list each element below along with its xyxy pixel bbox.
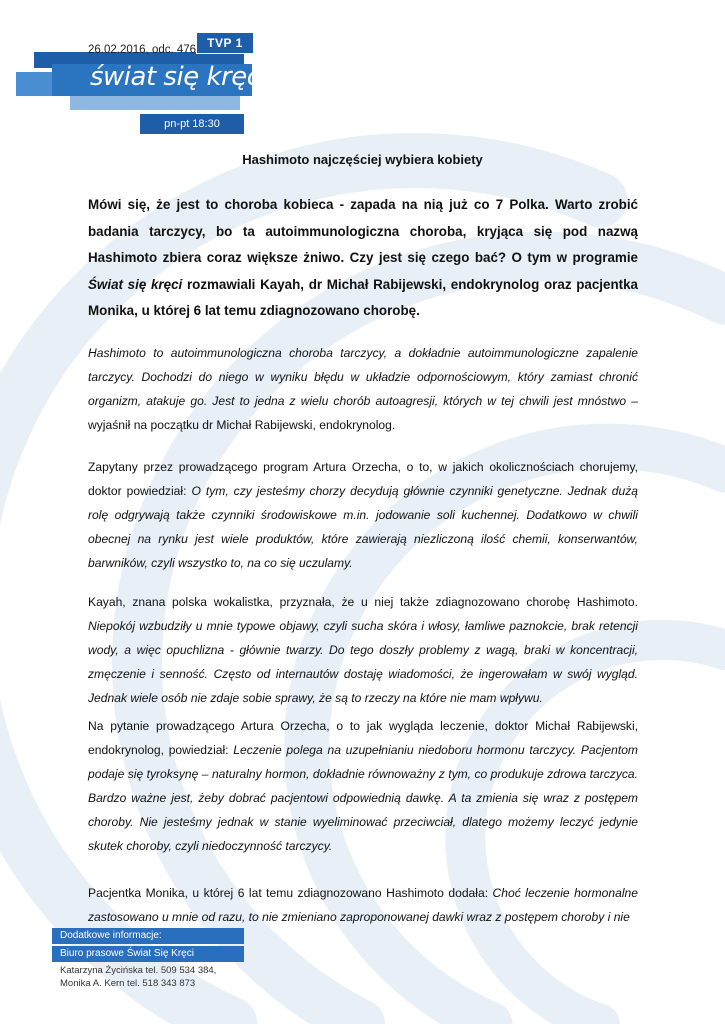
paragraph-text: Zapytany przez prowadzącego program Artura Orzecha, o to, w jakich okolicznościach chorujemy, doktor powiedział: bbox=[88, 460, 638, 498]
program-name: Świat się kręci bbox=[88, 276, 183, 292]
contact-line: Katarzyna Życińska tel. 509 534 384, bbox=[60, 965, 217, 976]
paragraph-text: Na pytanie prowadzącego Artura Orzecha, o to jak wygląda leczenie, doktor Michał Rabijewski, endokrynolog, powiedział: bbox=[88, 719, 638, 757]
paragraph-text: – wyjaśnił na początku dr Michał Rabijewski, endokrynolog. bbox=[88, 394, 638, 432]
quote-text: Niepokój wzbudziły u mnie typowe objawy, czyli sucha skóra i włosy, łamliwe paznokcie, brak retencji wody, a więc opuchlizna - głównie twarzy. Do tego doszły problemy z wagą, braki w koncentracji, zmęczenie i senność. Często od internautów dostaję wiadomości, że ingerowałam w swój wygląd. Jednak wiele osób nie zdaje sobie sprawy, że są to rzeczy na które nie mam wpływu. bbox=[88, 619, 638, 705]
quote-text: O tym, czy jesteśmy chorzy decydują głównie czynniki genetyczne. Jednak dużą rolę odgrywają także czynniki środowiskowe m.in. jodowanie soli kuchennej. Dodatkowo w chwili obecnej na rynku jest wiele produktów, które zawierają niezliczoną ilość chemii, konserwantów, barwników, czyli wszystko to, na co się uczulamy. bbox=[88, 484, 638, 570]
show-logo: świat się kręci bbox=[90, 62, 268, 92]
paragraph-1 bbox=[88, 341, 638, 437]
paragraph-text: Pacjentka Monika, u której 6 lat temu zdiagnozowano Hashimoto dodała: bbox=[88, 886, 493, 900]
lead-text-1: Mówi się, że jest to choroba kobieca - zapada na nią już co 7 Polka. Warto zrobić badania tarczycy, bo ta autoimmunologiczna choroba, kryjąca się pod nazwą Hashimoto zbiera coraz większe żniwo. Czy jest się czego bać? O tym w programie bbox=[88, 197, 638, 265]
lead-paragraph bbox=[88, 192, 638, 325]
tvp1-logo: TVP 1 bbox=[196, 32, 254, 54]
contact-line: Monika A. Kern tel. 518 343 873 bbox=[60, 978, 196, 989]
paragraph-4 bbox=[88, 714, 638, 858]
quote-text: Choć leczenie hormonalne zastosowano u mnie od razu, to nie zmieniano zaproponowanej dawki wraz z postępem choroby i nie bbox=[88, 886, 638, 924]
article-title: Hashimoto najczęściej wybiera kobiety bbox=[242, 152, 483, 167]
paragraph-5 bbox=[88, 881, 638, 929]
episode-date: 26.02.2016, odc. 476 bbox=[88, 44, 197, 56]
paragraph-2 bbox=[88, 455, 638, 575]
footer-office: Biuro prasowe Świat Się Kręci bbox=[52, 946, 244, 962]
footer-info-label: Dodatkowe informacje: bbox=[52, 928, 244, 944]
paragraph-text: Kayah, znana polska wokalistka, przyznała, że u niej także zdiagnozowano chorobę Hashimoto. bbox=[88, 595, 638, 609]
lead-text-2: rozmawiali Kayah, dr Michał Rabijewski, endokrynolog oraz pacjentka Monika, u której 6 lat temu zdiagnozowano chorobę. bbox=[88, 276, 638, 318]
footer-contacts bbox=[60, 964, 216, 990]
logo-band-low bbox=[70, 96, 240, 110]
airtime-badge: pn-pt 18:30 bbox=[140, 114, 244, 134]
paragraph-3 bbox=[88, 590, 638, 710]
quote-text: Leczenie polega na uzupełnianiu niedoboru hormonu tarczycy. Pacjentom podaje się tyroksynę – naturalny hormon, dokładnie równoważny z tym, co produkuje zdrowa tarczyca. Bardzo ważne jest, żeby dobrać pacjentowi odpowiednią dawkę. A ta zmienia się wraz z postępem choroby. Nie jesteśmy jednak w stanie wyeliminować przeciwciał, dlatego możemy leczyć jedynie skutek choroby, czyli niedoczynność tarczycy. bbox=[88, 743, 638, 853]
quote-text: Hashimoto to autoimmunologiczna choroba tarczycy, a dokładnie autoimmunologiczne zapalenie tarczycy. Dochodzi do niego w wyniku błędu w układzie odpornościowym, który zamiast chronić organizm, atakuje go. Jest to jedna z wielu chorób autoagresji, których w tej chwili jest mnóstwo bbox=[88, 346, 638, 408]
